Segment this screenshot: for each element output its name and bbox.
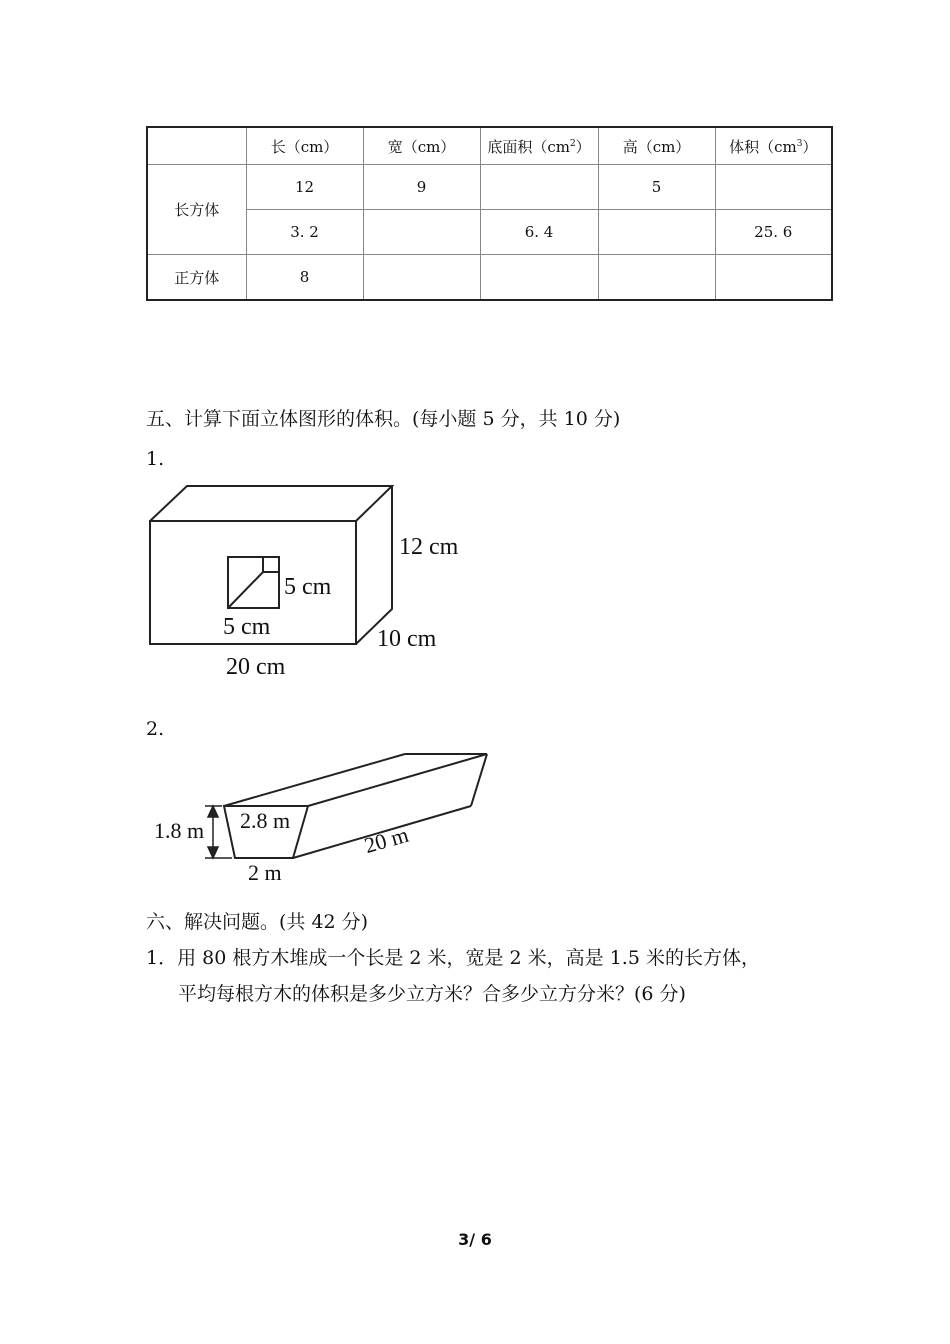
- table-header-length: 长（cm）: [246, 127, 363, 165]
- prism-top-left-edge: [224, 754, 405, 806]
- table-cell: 3. 2: [246, 210, 363, 255]
- section5-q1-number: 1.: [146, 448, 165, 470]
- table-header-height: 高（cm）: [598, 127, 715, 165]
- label-depth-10cm: 10 cm: [377, 626, 437, 652]
- table-cell: 5: [598, 165, 715, 210]
- prism-top-right-edge: [308, 754, 487, 806]
- prism-back-side-edge: [471, 754, 487, 806]
- table-cell: 9: [363, 165, 480, 210]
- table-cell: 6. 4: [480, 210, 598, 255]
- label-hole-5cm-side: 5 cm: [284, 574, 332, 600]
- page-number: 3/ 6: [458, 1230, 492, 1249]
- section5-title: 五、计算下面立体图形的体积。(每小题 5 分，共 10 分): [146, 408, 621, 430]
- table-header-volume: 体积$(cm^3)$: [715, 127, 832, 165]
- label-hole-5cm-bottom: 5 cm: [223, 614, 271, 640]
- section6-q1-line2: 平均每根方木的体积是多少立方米？合多少立方分米？(6 分): [178, 983, 686, 1005]
- dim-arrow-up-icon: [208, 806, 218, 817]
- label-top-2-8m: 2.8 m: [240, 808, 291, 833]
- table-cell: 8: [246, 255, 363, 301]
- table-header-base-area: 底面积$(cm^2)$: [480, 127, 598, 165]
- dim-arrow-down-icon: [208, 847, 218, 858]
- label-bottom-2m: 2 m: [248, 860, 282, 885]
- table-cell: 25. 6: [715, 210, 832, 255]
- table-cell: 12: [246, 165, 363, 210]
- label-length-20cm: 20 cm: [226, 654, 286, 680]
- label-height-1-8m: 1.8 m: [154, 818, 205, 843]
- section5-q2-number: 2.: [146, 718, 165, 740]
- section6-title: 六、解决问题。(共 42 分): [146, 911, 369, 933]
- row-label-cube: 正方体: [147, 255, 246, 301]
- label-height-12cm: 12 cm: [399, 534, 459, 560]
- label-length-20m: 20 m: [361, 821, 412, 859]
- row-label-cuboid: 长方体: [147, 165, 246, 255]
- section6-q1-line1: 1．用 80 根方木堆成一个长是 2 米，宽是 2 米，高是 1.5 米的长方体，: [146, 947, 760, 969]
- table-header-width: 宽（cm）: [363, 127, 480, 165]
